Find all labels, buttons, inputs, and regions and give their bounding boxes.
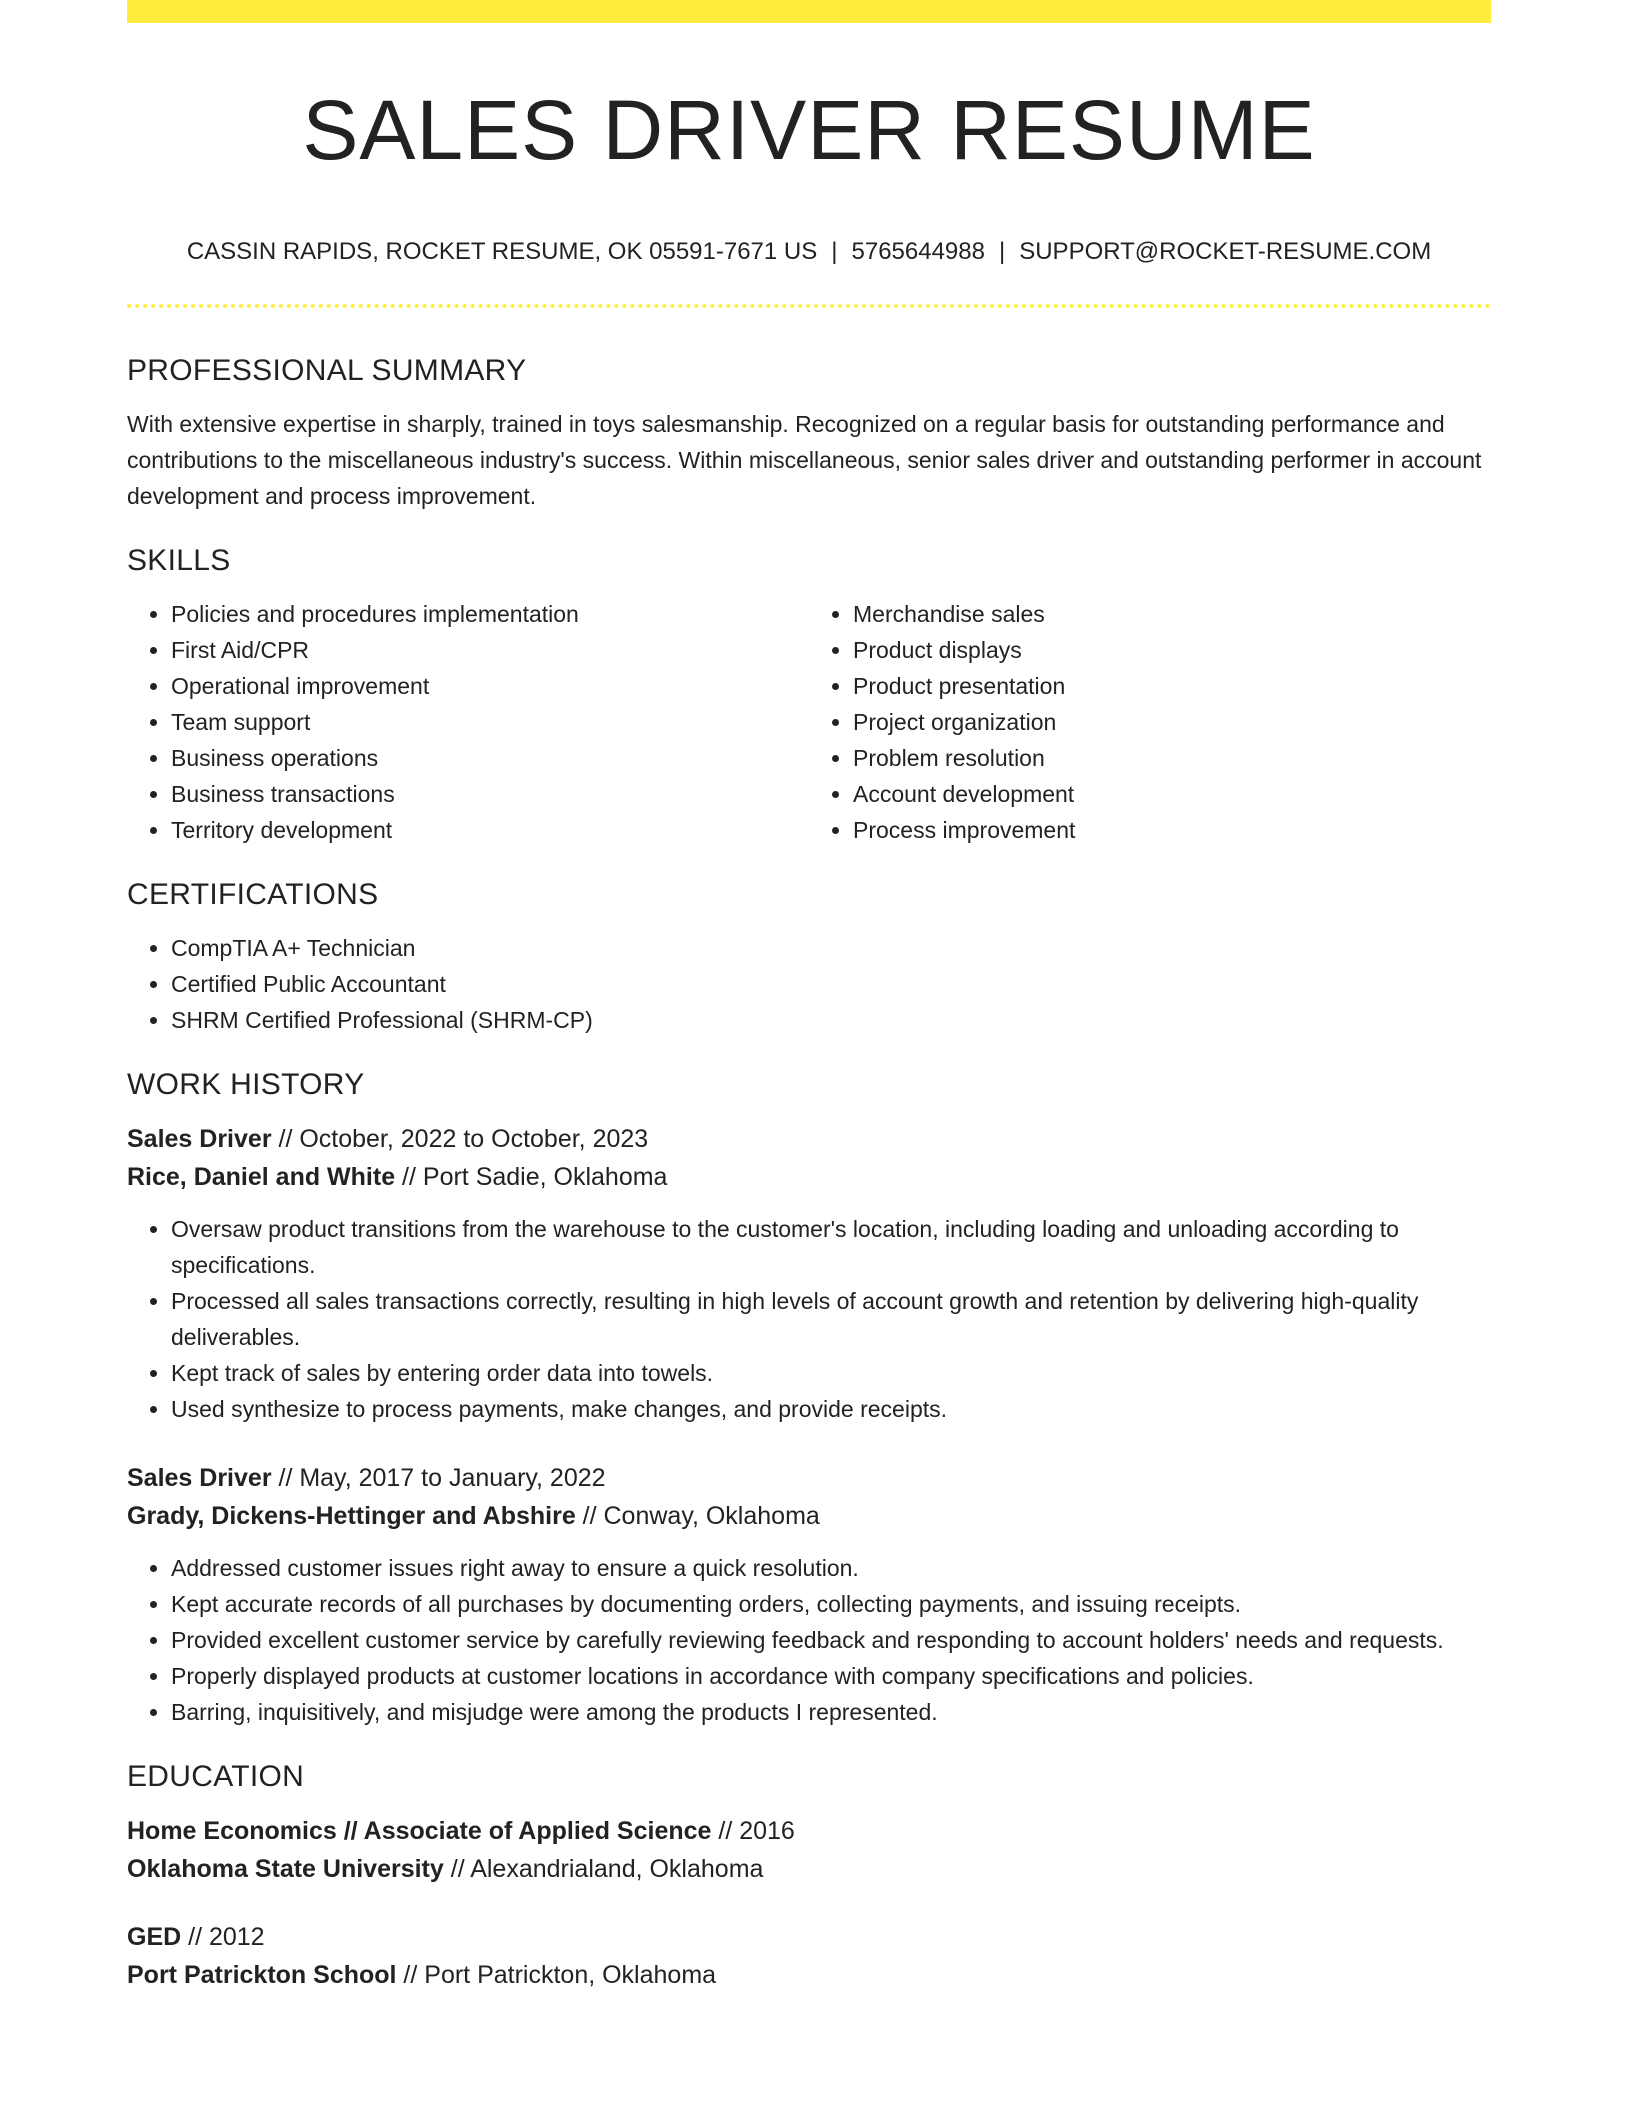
education-section xyxy=(127,1756,1491,1994)
education-heading: EDUCATION xyxy=(127,1760,305,1793)
job-dates: // October, 2022 to October, 2023 xyxy=(271,1125,649,1153)
summary-heading: PROFESSIONAL SUMMARY xyxy=(127,354,527,387)
skill-item: • Business operations xyxy=(171,740,809,776)
work-history-heading: WORK HISTORY xyxy=(127,1068,365,1101)
skill-item: • Process improvement xyxy=(853,812,1491,848)
job-title: Sales Driver xyxy=(127,1125,272,1153)
contact-separator: | xyxy=(831,238,838,265)
education-degree: GED xyxy=(127,1923,182,1951)
education-degree: Home Economics // Associate of Applied Science xyxy=(127,1817,712,1845)
education-school: Oklahoma State University xyxy=(127,1855,444,1883)
job-bullets xyxy=(127,1550,1491,1730)
job-location: // Conway, Oklahoma xyxy=(575,1502,820,1530)
job-company: Rice, Daniel and White xyxy=(127,1163,396,1191)
summary-text: With extensive expertise in sharply, trained in toys salesmanship. Recognized on a regular basis for outstanding performance and contributions to the miscellaneous industry's success. Within miscellaneous, senior sales driver and outstanding performer in account development and process improvement. xyxy=(127,411,1482,509)
contact-line xyxy=(127,236,1491,268)
resume-title: SALES DRIVER RESUME xyxy=(302,83,1316,177)
job-entry xyxy=(127,1459,1491,1730)
skills-heading: SKILLS xyxy=(127,544,231,577)
job-bullet: • Provided excellent customer service by carefully reviewing feedback and responding to account holders' needs and requests. xyxy=(171,1622,1491,1658)
skill-item: • Product presentation xyxy=(853,668,1491,704)
skill-item: • Account development xyxy=(853,776,1491,812)
education-year: // 2012 xyxy=(181,1923,265,1951)
contact-address: CASSIN RAPIDS, ROCKET RESUME, OK 05591-7671 US xyxy=(186,238,818,265)
education-school: Port Patrickton School xyxy=(127,1961,397,1989)
skill-item: • Team support xyxy=(171,704,809,740)
certification-item: • Certified Public Accountant xyxy=(171,966,1491,1002)
job-company: Grady, Dickens-Hettinger and Abshire xyxy=(127,1502,576,1530)
job-company-line xyxy=(127,1497,1491,1535)
job-bullet: • Processed all sales transactions correctly, resulting in high levels of account growth and retention by delivering high-quality deliverables. xyxy=(171,1283,1491,1355)
skills-columns xyxy=(127,596,1491,848)
education-location: // Alexandrialand, Oklahoma xyxy=(443,1855,764,1883)
job-bullet: • Barring, inquisitively, and misjudge were among the products I represented. xyxy=(171,1694,1491,1730)
contact-email: SUPPORT@ROCKET-RESUME.COM xyxy=(1019,238,1432,265)
education-year: // 2016 xyxy=(711,1817,795,1845)
skill-item: • Product displays xyxy=(853,632,1491,668)
education-school-line xyxy=(127,1850,1491,1888)
dotted-divider xyxy=(127,304,1491,308)
certification-item: • SHRM Certified Professional (SHRM-CP) xyxy=(171,1002,1491,1038)
education-school-line xyxy=(127,1956,1491,1994)
certifications-heading: CERTIFICATIONS xyxy=(127,878,379,911)
work-history-section xyxy=(127,1064,1491,1730)
job-bullet: • Used synthesize to process payments, make changes, and provide receipts. xyxy=(171,1391,1491,1427)
skill-item: • Policies and procedures implementation xyxy=(171,596,809,632)
skill-item: • Problem resolution xyxy=(853,740,1491,776)
skills-section xyxy=(127,540,1491,848)
contact-separator: | xyxy=(998,238,1006,265)
education-location: // Port Patrickton, Oklahoma xyxy=(396,1961,717,1989)
resume-body xyxy=(127,350,1491,1994)
skill-item: • First Aid/CPR xyxy=(171,632,809,668)
summary-section xyxy=(127,350,1491,514)
job-bullets xyxy=(127,1211,1491,1427)
skill-item: • Territory development xyxy=(171,812,809,848)
job-bullet: • Kept accurate records of all purchases by documenting orders, collecting payments, and issuing receipts. xyxy=(171,1586,1491,1622)
job-location: // Port Sadie, Oklahoma xyxy=(395,1163,668,1191)
job-title-line xyxy=(127,1459,1491,1497)
education-entry xyxy=(127,1812,1491,1888)
certifications-list xyxy=(127,930,1491,1038)
job-title: Sales Driver xyxy=(127,1464,272,1492)
skills-left-list xyxy=(127,596,809,848)
education-entry xyxy=(127,1918,1491,1994)
education-degree-line xyxy=(127,1812,1491,1850)
job-title-line xyxy=(127,1120,1491,1158)
job-bullet: • Kept track of sales by entering order data into towels. xyxy=(171,1355,1491,1391)
job-dates: // May, 2017 to January, 2022 xyxy=(271,1464,606,1492)
job-bullet: • Oversaw product transitions from the warehouse to the customer's location, including loading and unloading according to specifications. xyxy=(171,1211,1491,1283)
job-bullet: • Addressed customer issues right away to ensure a quick resolution. xyxy=(171,1550,1491,1586)
skills-right-list xyxy=(809,596,1491,848)
skill-item: • Business transactions xyxy=(171,776,809,812)
education-degree-line xyxy=(127,1918,1491,1956)
skill-item: • Operational improvement xyxy=(171,668,809,704)
job-bullet: • Properly displayed products at customer locations in accordance with company specifications and policies. xyxy=(171,1658,1491,1694)
certifications-section xyxy=(127,874,1491,1038)
accent-top-bar xyxy=(127,0,1491,23)
job-company-line xyxy=(127,1158,1491,1196)
certification-item: • CompTIA A+ Technician xyxy=(171,930,1491,966)
skill-item: • Merchandise sales xyxy=(853,596,1491,632)
contact-phone: 5765644988 xyxy=(851,238,985,265)
job-entry xyxy=(127,1120,1491,1427)
skill-item: • Project organization xyxy=(853,704,1491,740)
